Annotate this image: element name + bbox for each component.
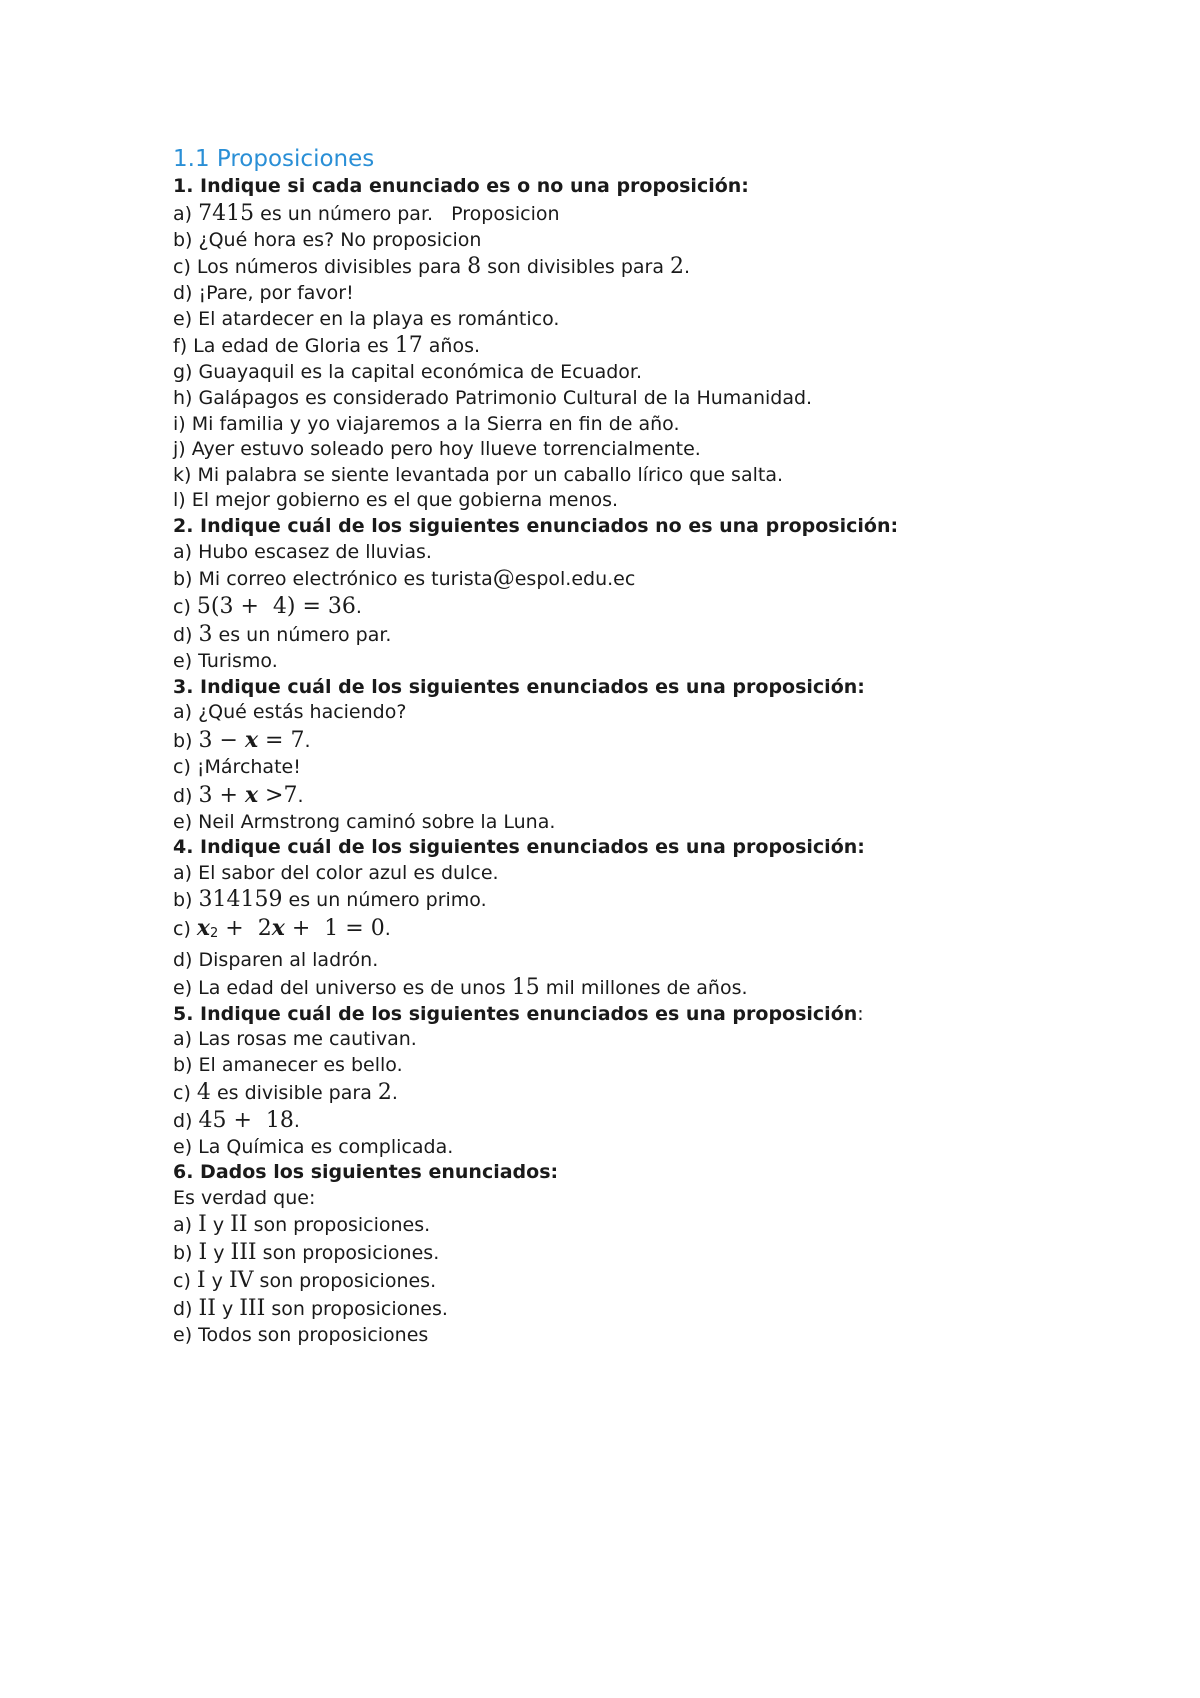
question-6-heading: 6. Dados los siguientes enunciados: bbox=[173, 1161, 559, 1184]
q6-option-c: c) I y IV son proposiciones. bbox=[173, 1268, 437, 1294]
q2-option-a: a) Hubo escasez de lluvias. bbox=[173, 540, 432, 563]
q1-option-k: k) Mi palabra se siente levantada por un caballo lírico que salta. bbox=[173, 463, 784, 486]
q4-option-b: b) 314159 es un número primo. bbox=[173, 887, 487, 913]
q1-option-h: h) Galápagos es considerado Patrimonio Cultural de la Humanidad. bbox=[173, 386, 813, 409]
q4-option-d: d) Disparen al ladrón. bbox=[173, 949, 379, 972]
q2-option-b: b) Mi correo electrónico es turista@espol.edu.ec bbox=[173, 566, 636, 592]
q4-option-c: c) x2 + 2x + 1 = 0. bbox=[173, 915, 391, 942]
q1-option-f: f) La edad de Gloria es 17 años. bbox=[173, 333, 481, 359]
q2-option-e: e) Turismo. bbox=[173, 650, 278, 673]
q1-option-g: g) Guayaquil es la capital económica de Ecuador. bbox=[173, 361, 642, 384]
q5-option-e: e) La Química es complicada. bbox=[173, 1135, 454, 1158]
q1-option-d: d) ¡Pare, por favor! bbox=[173, 282, 354, 305]
q3-option-c: c) ¡Márchate! bbox=[173, 755, 301, 778]
q5-option-d: d) 45 + 18. bbox=[173, 1107, 300, 1133]
question-5-heading: 5. Indique cuál de los siguientes enunciados es una proposición: bbox=[173, 1002, 864, 1025]
q6-option-d: d) II y III son proposiciones. bbox=[173, 1296, 448, 1322]
q5-option-a: a) Las rosas me cautivan. bbox=[173, 1028, 417, 1051]
at-sign: @ bbox=[492, 566, 515, 592]
q1-option-a: a) 7415 es un número par. Proposicion bbox=[173, 200, 560, 226]
document-page bbox=[173, 145, 1133, 1349]
q4-option-e: e) La edad del universo es de unos 15 mil millones de años. bbox=[173, 974, 748, 1000]
q3-option-b: b) 3 − x = 7. bbox=[173, 726, 311, 753]
question-2-heading: 2. Indique cuál de los siguientes enunciados no es una proposición: bbox=[173, 514, 899, 537]
q3-option-a: a) ¿Qué estás haciendo? bbox=[173, 701, 407, 724]
q3-option-e: e) Neil Armstrong caminó sobre la Luna. bbox=[173, 810, 556, 833]
question-1-heading: 1. Indique si cada enunciado es o no una proposición: bbox=[173, 175, 749, 197]
question-4-heading: 4. Indique cuál de los siguientes enunciados es una proposición: bbox=[173, 836, 865, 859]
q1-option-i: i) Mi familia y yo viajaremos a la Sierra en fin de año. bbox=[173, 412, 680, 435]
q3-option-d: d) 3 + x >7. bbox=[173, 781, 304, 808]
q1-option-j: j) Ayer estuvo soleado pero hoy llueve torrencialmente. bbox=[173, 438, 701, 461]
q2-option-c: c) 5(3 + 4) = 36. bbox=[173, 594, 362, 620]
q6-option-e: e) Todos son proposiciones bbox=[173, 1324, 429, 1347]
q6-option-b: b) I y III son proposiciones. bbox=[173, 1240, 440, 1266]
q1-option-l: l) El mejor gobierno es el que gobierna menos. bbox=[173, 489, 619, 512]
q5-option-b: b) El amanecer es bello. bbox=[173, 1054, 403, 1077]
q1-option-e: e) El atardecer en la playa es romántico. bbox=[173, 307, 560, 330]
q1-option-b: b) ¿Qué hora es? No proposicion bbox=[173, 228, 482, 251]
q2-option-d: d) 3 es un número par. bbox=[173, 622, 392, 648]
q6-intro: Es verdad que: bbox=[173, 1186, 316, 1209]
q1-option-c: c) Los números divisibles para 8 son divisibles para 2. bbox=[173, 254, 691, 280]
question-3-heading: 3. Indique cuál de los siguientes enunciados es una proposición: bbox=[173, 675, 865, 698]
section-title: 1.1 Proposiciones bbox=[173, 146, 375, 172]
q5-option-c: c) 4 es divisible para 2. bbox=[173, 1079, 398, 1105]
q4-option-a: a) El sabor del color azul es dulce. bbox=[173, 861, 499, 884]
q6-option-a: a) I y II son proposiciones. bbox=[173, 1212, 431, 1238]
